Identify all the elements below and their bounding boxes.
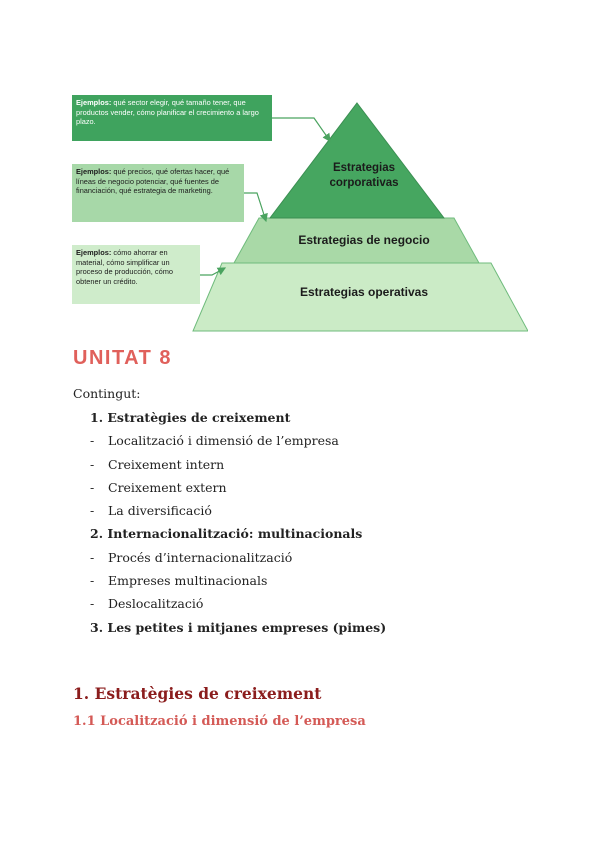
toc-main-item: 3. Les petites i mitjanes empreses (pimes) [90, 619, 387, 635]
toc-sub-item: - La diversificació [90, 503, 212, 519]
toc-sub-item: - Creixement intern [90, 456, 225, 472]
example-box-operational [72, 245, 200, 304]
contents-list [90, 409, 386, 642]
example-text: cómo ahorrar en material, cómo simplificar un proceso de producción, cómo obtener un crédito. [76, 248, 173, 286]
connector-arrow-2 [244, 193, 266, 221]
connector-arrow-1 [272, 118, 330, 141]
toc-sub-item: - Localització i dimensió de l’empresa [90, 433, 339, 449]
tier-label-corporate: Estrategias corporativas [329, 162, 399, 189]
section-heading: 1. Estratègies de creixement [73, 684, 322, 703]
subsection-heading: 1.1 Localització i dimensió de l’empresa [73, 714, 366, 729]
example-text: qué precios, qué ofertas hacer, qué líneas de negocio potenciar, qué fuentes de financiación, qué estrategia de marketing. [76, 167, 230, 196]
toc-main-item: 1. Estratègies de creixement [90, 410, 291, 425]
toc-main-item: 2. Internacionalització: multinacionals [90, 526, 363, 542]
tier-label-business: Estrategias de negocio [298, 233, 430, 247]
example-label: Ejemplos: [76, 167, 112, 176]
contents-label: Contingut: [73, 386, 141, 401]
toc-sub-item: - Creixement extern [90, 479, 227, 495]
strategy-pyramid-figure [72, 93, 528, 333]
example-text: qué sector elegir, qué tamaño tener, que productos vender, cómo planificar el crecimiento a largo plazo. [76, 98, 259, 127]
tier-label-operational: Estrategias operativas [299, 285, 429, 299]
toc-sub-item: - Deslocalització [90, 596, 204, 612]
example-box-corporate [72, 95, 272, 141]
toc-sub-item: - Empreses multinacionals [90, 573, 268, 589]
example-box-business [72, 164, 244, 222]
example-label: Ejemplos: [76, 248, 112, 257]
example-label: Ejemplos: [76, 98, 112, 107]
toc-sub-item: - Procés d’internacionalització [90, 549, 293, 565]
unit-title: UNITAT 8 [73, 347, 173, 369]
